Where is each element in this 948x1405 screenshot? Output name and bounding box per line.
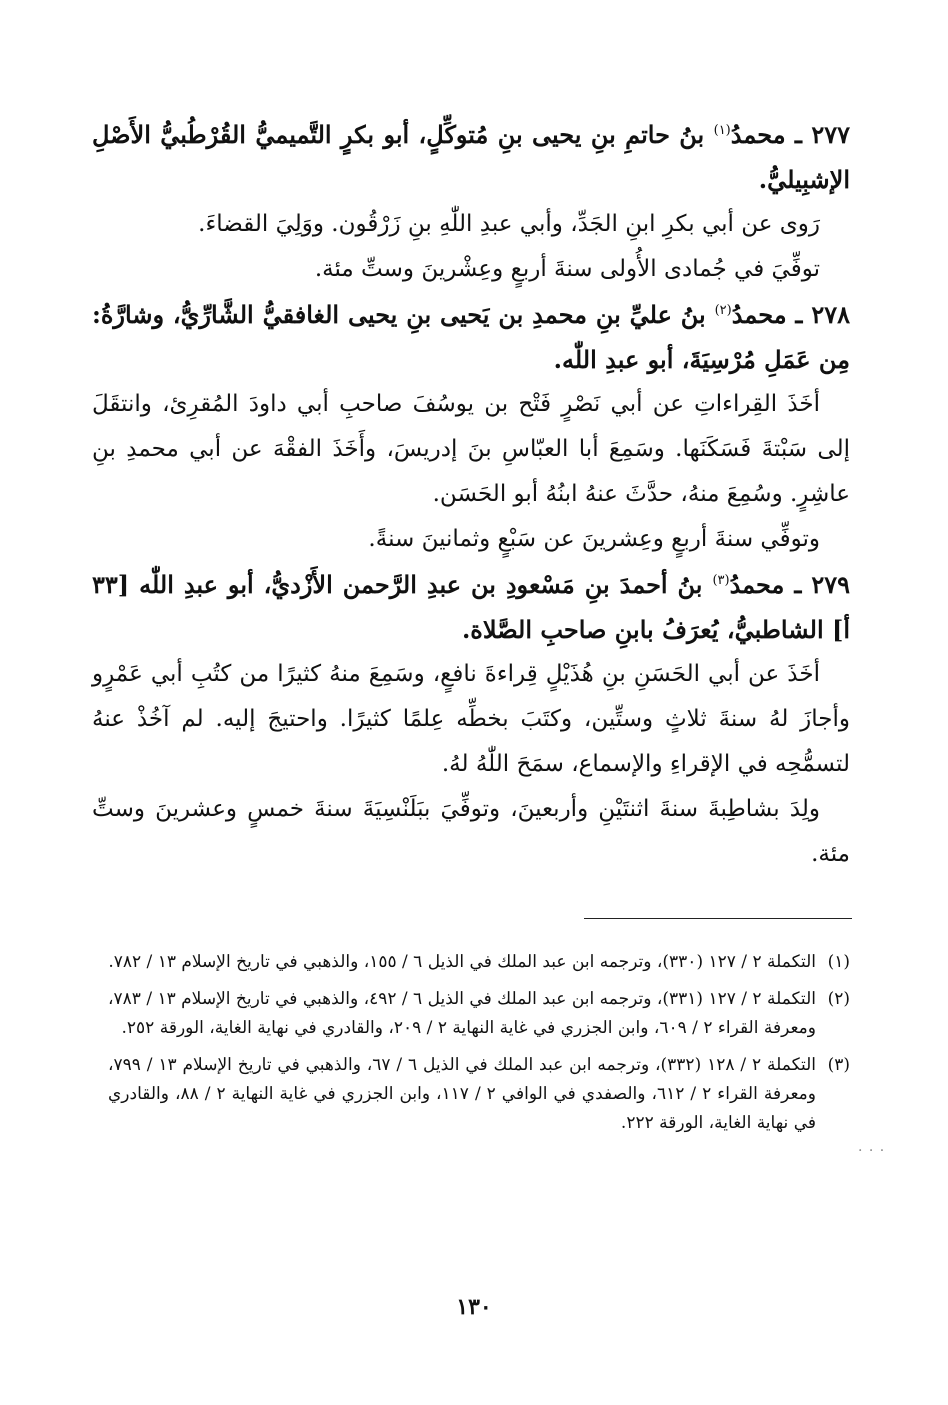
entry-heading: ٢٧٧ ـ محمدُ$^{(١)}$ بنُ حاتمِ بنِ يحيى بنِ مُتوكِّلٍ، أبو بكرٍ التَّميميُّ القُرْطُبيُّ الأَصْلِ الإشبِيليُّ. [92,120,850,194]
entry-paragraph: أخَذَ القِراءاتِ عن أبي نَصْرٍ فَتْح بن يوسُفَ صاحبِ أبي داودَ المُقرِئ، وانتقَلَ إلى سَبْتةَ فَسَكَنَها. وسَمِعَ أبا العبّاسِ بنَ إدريسَ، وأَخَذَ الفقْهَ عن أبي محمدِ بنِ عاشِرٍ. وسُمِعَ منهُ، حدَّثَ عنهُ ابنُهُ أبو الحَسَن. [92,391,850,507]
entry-lineage: بنُ أحمدَ بنِ مَسْعودِ بن عبدِ الرَّحمن الأَزْديُّ، أبو عبدِ اللّٰه [٣٣ أ] الشاطبيُّ، يُعرَفُ بابنِ صاحبِ الصَّلاة. [92,570,850,644]
footnote-number: (٢) [827,989,850,1009]
entry-heading: ٢٧٨ ـ محمدُ$^{(٢)}$ بنُ عليِّ بنِ محمدِ بن يَحيى بنِ يحيى الغافقيُّ الشَّارِّيُّ، وشارَّةُ: مِن عَمَلِ مُرْسِيَةَ، أبو عبدِ اللّٰه. [92,300,850,374]
entry-lineage: بنُ عليِّ بنِ محمدِ بن يَحيى بنِ يحيى الغافقيُّ الشَّارِّيُّ، وشارَّةُ: مِن عَمَلِ مُرْسِيَةَ، أبو عبدِ اللّٰه. [92,300,850,374]
footnote [108,1051,850,1138]
footnote-text: التكملة ٢ / ١٢٧ (٣٣١)، وترجمه ابن عبد الملك في الذيل ٦ / ٤٩٢، والذهبي في تاريخ الإسلام ١٣ / ٧٨٣، ومعرفة القراء ٢ / ٦٠٩، وابن الجزري في غاية النهاية ٢ / ٢٠٩، والقادري في نهاية الغاية، الورقة ٢٥٢. [108,989,816,1038]
entry-paragraph: ولِدَ بشاطِبةَ سنةَ اثنتَيْنِ وأربعينَ، وتوفِّيَ ببَلَنْسِيَةَ سنةَ خمسٍ وعشرينَ وستِّ مئة. [92,796,850,867]
entry-paragraph: أخَذَ عن أبي الحَسَنِ بنِ هُذَيْلٍ قِراءةَ نافعٍ، وسَمِعَ منهُ كثيرًا من كتُبِ أبي عَمْرٍو وأجازَ لهُ سنةَ ثلاثٍ وستِّين، وكتَبَ بخطِّه عِلمًا كثيرًا. واحتيجَ إليه. لم آخُذْ عنهُ لتسمُّحِه في الإقراءِ والإسماع، سمَحَ اللّٰهُ لهُ. [92,661,850,777]
footnote-text: التكملة ٢ / ١٢٨ (٣٣٢)، وترجمه ابن عبد الملك في الذيل ٦ / ٦٧، والذهبي في تاريخ الإسلام ١٣ / ٧٩٩، ومعرفة القراء ٢ / ٦١٢، والصفدي في الوافي ٢ / ١١٧، وابن الجزري في غاية النهاية ٢ / ٨٨، والقادري في نهاية الغاية، الورقة ٢٢٢. [108,1055,816,1133]
entry-paragraph: وتوفِّي سنةَ أربعٍ وعِشرينَ عن سَبْعٍ وثمانينَ سنةً. [368,526,820,552]
entry-name: محمدُ [731,300,787,329]
entry-heading: ٢٧٩ ـ محمدُ$^{(٣)}$ بنُ أحمدَ بنِ مَسْعودِ بن عبدِ الرَّحمن الأَزْديُّ، أبو عبدِ اللّٰه [٣٣ أ] الشاطبيُّ، يُعرَفُ بابنِ صاحبِ الصَّلاة. [92,570,850,644]
biography-body [92,112,850,877]
footnote [108,985,850,1043]
footnote-reference[interactable]: (٣) [712,573,730,588]
footnotes-section [108,948,850,1146]
margin-dots-decoration: · · · [858,1143,886,1159]
footnote-number: (٣) [827,1055,850,1075]
page-number: ١٣٠ [456,1294,492,1320]
footnote-reference[interactable]: (٢) [714,303,732,318]
entry-name: محمدُ [730,120,786,149]
entry-number: ٢٧٨ [811,300,850,329]
entry-lineage: بنُ حاتمِ بنِ يحيى بنِ مُتوكِّلٍ، أبو بكرٍ التَّميميُّ القُرْطُبيُّ الأَصْلِ الإشبِيليُّ. [92,120,850,194]
footnote-separator [584,918,852,919]
footnote-text: التكملة ٢ / ١٢٧ (٣٣٠)، وترجمه ابن عبد الملك في الذيل ٦ / ١٥٥، والذهبي في تاريخ الإسلام ١٣ / ٧٨٢. [108,952,816,972]
footnote [108,948,850,977]
entry-paragraph: رَوى عن أبي بكرِ ابنِ الجَدِّ، وأبي عبدِ اللّٰهِ بنِ زَرْقُون. ووَلِيَ القضاءَ. [198,211,820,237]
entry-name: محمدُ [729,570,785,599]
entry-number: ٢٧٩ [811,570,850,599]
entry-number: ٢٧٧ [811,120,850,149]
footnote-number: (١) [827,952,850,972]
entry-paragraph: توفِّيَ في جُمادى الأُولى سنةَ أربعٍ وعِشْرينَ وستِّ مئة. [314,256,820,282]
footnote-reference[interactable]: (١) [713,123,731,138]
